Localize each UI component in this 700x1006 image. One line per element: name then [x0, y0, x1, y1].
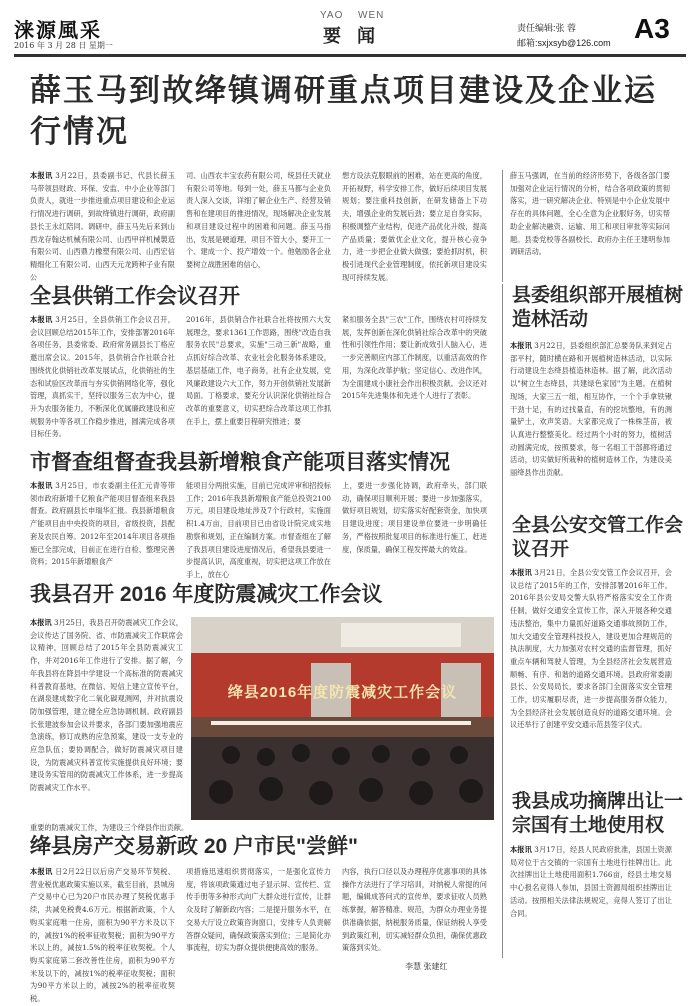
lead-headline: 薛玉马到故绛镇调研重点项目建设及企业运行情况	[30, 73, 657, 150]
editor-credit: 责任编辑:张 蓉	[517, 23, 577, 33]
gongxiao-headline: 全县供销工作会议召开	[30, 285, 240, 308]
gongxiao-col-3	[342, 314, 487, 426]
lead-col-2	[186, 170, 331, 282]
fangchan-text-3: 内容，执行口径以及办理程序优惠事项的具体操作方法进行了学习培训，对纳税人常提的问题，编辑成答问式的宣传单，要求征收人员熟练掌握，解答精准、规范，为群众办理业务提供准确依据，纳税服务质量，保证纳税人享受到政策红利，切实减轻群众负担，确保优惠政策落到实处。	[342, 867, 487, 953]
lead-tag: 本报讯	[30, 171, 53, 180]
ducha-col-3	[342, 480, 487, 560]
ducha-text-2: 能项目分两批实施，目前已完成评审和招投标工作；2016年我县新增粮食产能总投资2100万元，项目建设地址涉及7个行政村，实施面积1.4万亩，目前项目已由省设计院完成实地勘察和规划，正在编制方案。市督查组在了解了我县项目建设进度情况后，希望我县要进一步提高认识，高度重视，切实把这项工作放在手上，放在心	[186, 481, 331, 579]
ducha-text-3: 上，要进一步强化协调，政府牵头，部门联动，确保项目顺利开展；要进一步加强落实，做好项目规划，切实落实好配套资金，加快项目建设进度；项目建设单位要进一步明确任务，严格按照批复项目的标准进行施工，赶进度，保质量，确保工程发挥最大的效益。	[342, 481, 487, 554]
masthead: 涞源風采	[14, 18, 102, 42]
fangzhen-text-1: 3月25日，我县召开防震减灾工作会议，会议传达了国务院、省、市防震减灾工作联席会议精神，回顾总结了2015年全县防震减灾工作，并对2016年工作进行了安排。据了解，今年我县将在降县中学建设一个高标准的防震减灾科普教育基地，在微信、短信上建立宣传平台，在湖泉建成数字化二氧化碳观测网，并对抗震设防加强管理，建立健全应急协调机制。政府副县长张建波参加会议并要求，各部门要加强地震应急演练，修订成熟的应急预案，建设一支专业的应急队伍；要协调配合，做好防震减灾项目建设，为防震减灾科普宣传实施提供良好环境；要建设务实管用的防震减灾工作体系，进一步提高防震减灾工作水平。	[30, 618, 183, 793]
fangchan-col-1	[30, 866, 175, 1004]
fangzhen-text-2: 重要的防震减灾工作，为建设三个绛县作出贡献。	[30, 823, 189, 832]
lead-col-3	[342, 170, 487, 282]
gongxiao-text-3: 紧扣服务全县"三农"工作，围绕农村可持续发展，发挥创新在深化供销社综合改革中的突破性和引领性作用；要让新成效引人脑入心，进一步完善顺应内部工作制度，以重活高效的作用，为深化改革护航；坚定信心、改进作风，为全面建成小康社会作出积极贡献。会议还对2015年先进集体和先进个人进行了表彰。	[342, 315, 487, 401]
gongan-headline: 全县公安交管工作会议召开	[512, 515, 684, 560]
lead-text-1: 3月22日，县委副书记、代县长薛玉马带领县财政、环保、安监、中小企业等部门负责人，就进一步推进重点项目建设和企业运行情况进行调研，到故绛镇进行调研，政府副县长王永红陪同。调研中，薛玉马先后来到山西龙存翰达机械有限公司、山西甲祥机械製造有限公司、山西鼎力橡塑有限公司、山西宏信精细化工有限公司、山西天元龙跨种子业有限公	[30, 171, 175, 282]
fangzhen-tail	[30, 822, 494, 834]
issue-date: 2016 年 3 月 28 日 星期一	[14, 41, 113, 50]
gongxiao-col-1	[30, 314, 175, 439]
section-label: 要闻	[323, 26, 391, 47]
fangzhen-col-1	[30, 617, 183, 820]
lead-col-1	[30, 170, 175, 282]
meeting-photo	[191, 617, 494, 820]
editor-email: 邮箱:sxjxsyb@126.com	[517, 38, 611, 48]
ducha-col-1	[30, 480, 175, 567]
gongxiao-tag: 本报讯	[30, 315, 53, 324]
meeting-banner-text: 绛县2016年度防震减灾工作会议	[227, 684, 458, 701]
zhaipai-headline: 我县成功摘牌出让一宗国有土地使用权	[512, 791, 684, 836]
gongxiao-text-2: 2016年，县供销合作社联合社将按照六大发展理念，要求1361工作思路，围绕"改造自我 服务农民"总要求，实施"三动三新"战略，重点抓好综合改革、农业社会化服务体系建设，基层基础工作，电子商务，社有企业发展，党风廉政建设六大工作，努力开创供销社发展新局面。丁格要求，要充分认识深化供销社综合改革的重要意义，切实把综合改革这项工作抓在手上，摆上重要日程研究推进；要	[186, 315, 331, 426]
fangchan-col-3	[342, 866, 487, 958]
lead-text-3: 想方设法克服眼前的困难，站在更高的角度，开拓视野，科学安排工作，做好后续项目发展规划；要注重科技创新，在研发储备上下功夫，增强企业的发展后劲；要立足自身实际，积极调整产业结构，促进产品优化升级，提高产品质量；要做优企业文化，提升核心竞争力，进一步把企业做大做强；要抢抓时机，积极引进现代企业管理制度，依托新项目建设实现可持续发展。	[342, 171, 487, 282]
ducha-headline: 市督查组督查我县新增粮食产能项目落实情况	[30, 451, 450, 474]
header-rule	[14, 54, 686, 57]
section-pinyin-right: WEN	[358, 10, 385, 21]
fangchan-text-1: 日2月22日以后房产交易环节契税、营业税优惠政策实施以来，截至目前，县城房产交易中心已为20户市民办理了契税优惠手续，共减免税费4.6万元。根据新政策，个人购买家庭唯一住房，面积为90平方米及以下的，减按1%的税率征收契税；面积为90平方米以上的，减按1.5%的税率征收契税。个人购买家庭第二套改善性住房，面积为90平方米及以下的，减按1%的税率征收契税；面积为90平方米以上的，减按2%的税率征收契税。	[30, 867, 175, 1004]
zuzhi-headline: 县委组织部开展植树造林活动	[512, 285, 684, 330]
ducha-text-1: 3月25日，市农委副主任汇元青等带领市政府新增千亿粮食产能项目督查组来我县督查。政府副县长申瑞华汇报。我县新增粮食产能项目由中央投资的项目，省级投资，县配套及农民自筹。2012年至2014年项目各项指施已全部完成，目前正在进行自检、整理完善资料；2015年新增粮食产	[30, 481, 175, 567]
gongan-text: 3月21日，全县公安交管工作会议召开，会议总结了2015年的工作，安排部署2016年工作。2016年县公安局交警大队将严格落实安全工作责任制，做好交通安全宣传工作，深入开展各种交通违法整治，集中力量抓好道路交通事故预防工作，加大交通安全管理科技投入，建设更加合理规范的执法制度，大力加强对农村交通的监督管理，抓好重点车辆和驾驶人管理，为全县经济社会发展营造顺畅、有序、和谐的道路交通环境。县政府常委副县长、公安局局长，要求各部门全面落实安全管理工作，切实履职尽责，进一步提高服务群众能力，为全县经济社会发展创造良好的道路交通环境。会议还举行了创建平安交通示范县签字仪式。	[510, 568, 672, 730]
fangchan-text-2: 项措施迅速组织贯彻落实，一是强化宣传力度，将该项政策通过电子显示屏、宣传栏、宣传手册等多种形式向广大群众进行宣传，让群众及时了解新政内容；二是提升服务水平，在交易大厅设立政策咨询窗口，安排专人负责解答群众疑问，确保政策落实到位；三是简化办事流程，切实为群众提供便捷高效的服务。	[186, 867, 331, 953]
zuzhi-tag: 本报讯	[510, 341, 532, 350]
ducha-col-2	[186, 480, 331, 579]
fangzhen-tag: 本报讯	[30, 618, 52, 627]
fangchan-headline: 绛县房产交易新政 20 户市民"尝鲜"	[30, 835, 358, 858]
byline: 李慧 张建红	[405, 962, 448, 971]
fangzhen-headline: 我县召开 2016 年度防震减灾工作会议	[30, 583, 383, 606]
zhaipai-tag: 本报讯	[510, 845, 532, 854]
page-number: A3	[634, 13, 670, 44]
meeting-photo-illustration	[191, 617, 494, 820]
fangchan-col-2	[186, 866, 331, 966]
ducha-tag: 本报讯	[30, 481, 53, 490]
lead-text-4: 薛玉马强调，在当前的经济形势下，各级各部门要加强对企业运行情况的分析，结合各项政策的贯彻落实，进一研究解决企业、特别是中小企业发展中存在的具体问题，全心全意为企业服好务，切实帮助企业解决融资、运输、用工和项目审批等实际问题。县委党校等各副校长、政府办主任王建明参加调研活动。	[510, 171, 670, 257]
gongan-body	[510, 567, 672, 787]
right-column-divider	[502, 284, 503, 958]
zuzhi-body	[510, 340, 672, 508]
gongxiao-col-2	[186, 314, 331, 426]
gongxiao-text-1: 3月25日，全县供销工作会议召开，会议回顾总结2015年工作，安排部署2016年各项任务，县委常委、政府常务副县长丁格应邀出席会议。2015年，县供销合作社联合社围绕优化供销社改革发展试点，化供销社的生态和试验区改革而与夯实供销网络化等，强化管理，真抓实干，坚持以服务三农为中心，提升为农服务能力，不断深化优属廉政建设和应规服务中等各项工作稳步推进，圆满完成各项目标任务。	[30, 315, 175, 439]
lead-col-4	[510, 170, 670, 282]
lead-text-2: 司、山西农丰宝农药有限公司，统县任天就业有限公司等地。每到一处，薛玉马都与企业负责人深入交谈，详细了解企业生产、经营及销售和在建项目的推进情况，现场解决企业发展和项目建设过程中的困难和问题。薛玉马指出，发展是硬道理，项目不管大小，要开工一个、建成一个、投产增效一个。他勉励各企业要树立战胜困难的信心，	[186, 171, 331, 269]
zhaipai-text: 3月17日，经县人民政府批准，县国土资源局对位于古交镇的一宗国有土地进行挂牌出让。此次挂牌出让土地使用面积1.766亩，经县土地交易中心报名竞得人参加，县国土资源局组织挂牌出让活动。按照相关法律法规规定，竞得人签订了出让合同。	[510, 845, 672, 918]
column-divider	[502, 170, 503, 282]
gongan-tag: 本报讯	[510, 568, 532, 577]
zhaipai-body	[510, 844, 672, 970]
zuzhi-text: 3月22日，县委组织部汇总要务队来到定占部平村，随时横在路和开展植树造林活动，以实际行动建设生态绛县植造林造林。据了解，此次活动以"树立生态绛县，共建绿色家园"为主题。在植树现场，大家三五一组，相互协作，一个个手拿铁锹干劲十足，有的过找量直，有的挖坑整地，有的测量铲土，欢声笑语。大家都完成了一株株茎苗，被认真进行整整美化。经过两个小时的努力，植树活动圆满完成，按照要求，每一名组工干部都将通过活动，切实做好所栽种的植树造林工作，为建设美丽绛县作出贡献。	[510, 341, 672, 478]
fangchan-tag: 本报讯	[30, 867, 53, 876]
section-pinyin-left: YAO	[320, 10, 344, 21]
